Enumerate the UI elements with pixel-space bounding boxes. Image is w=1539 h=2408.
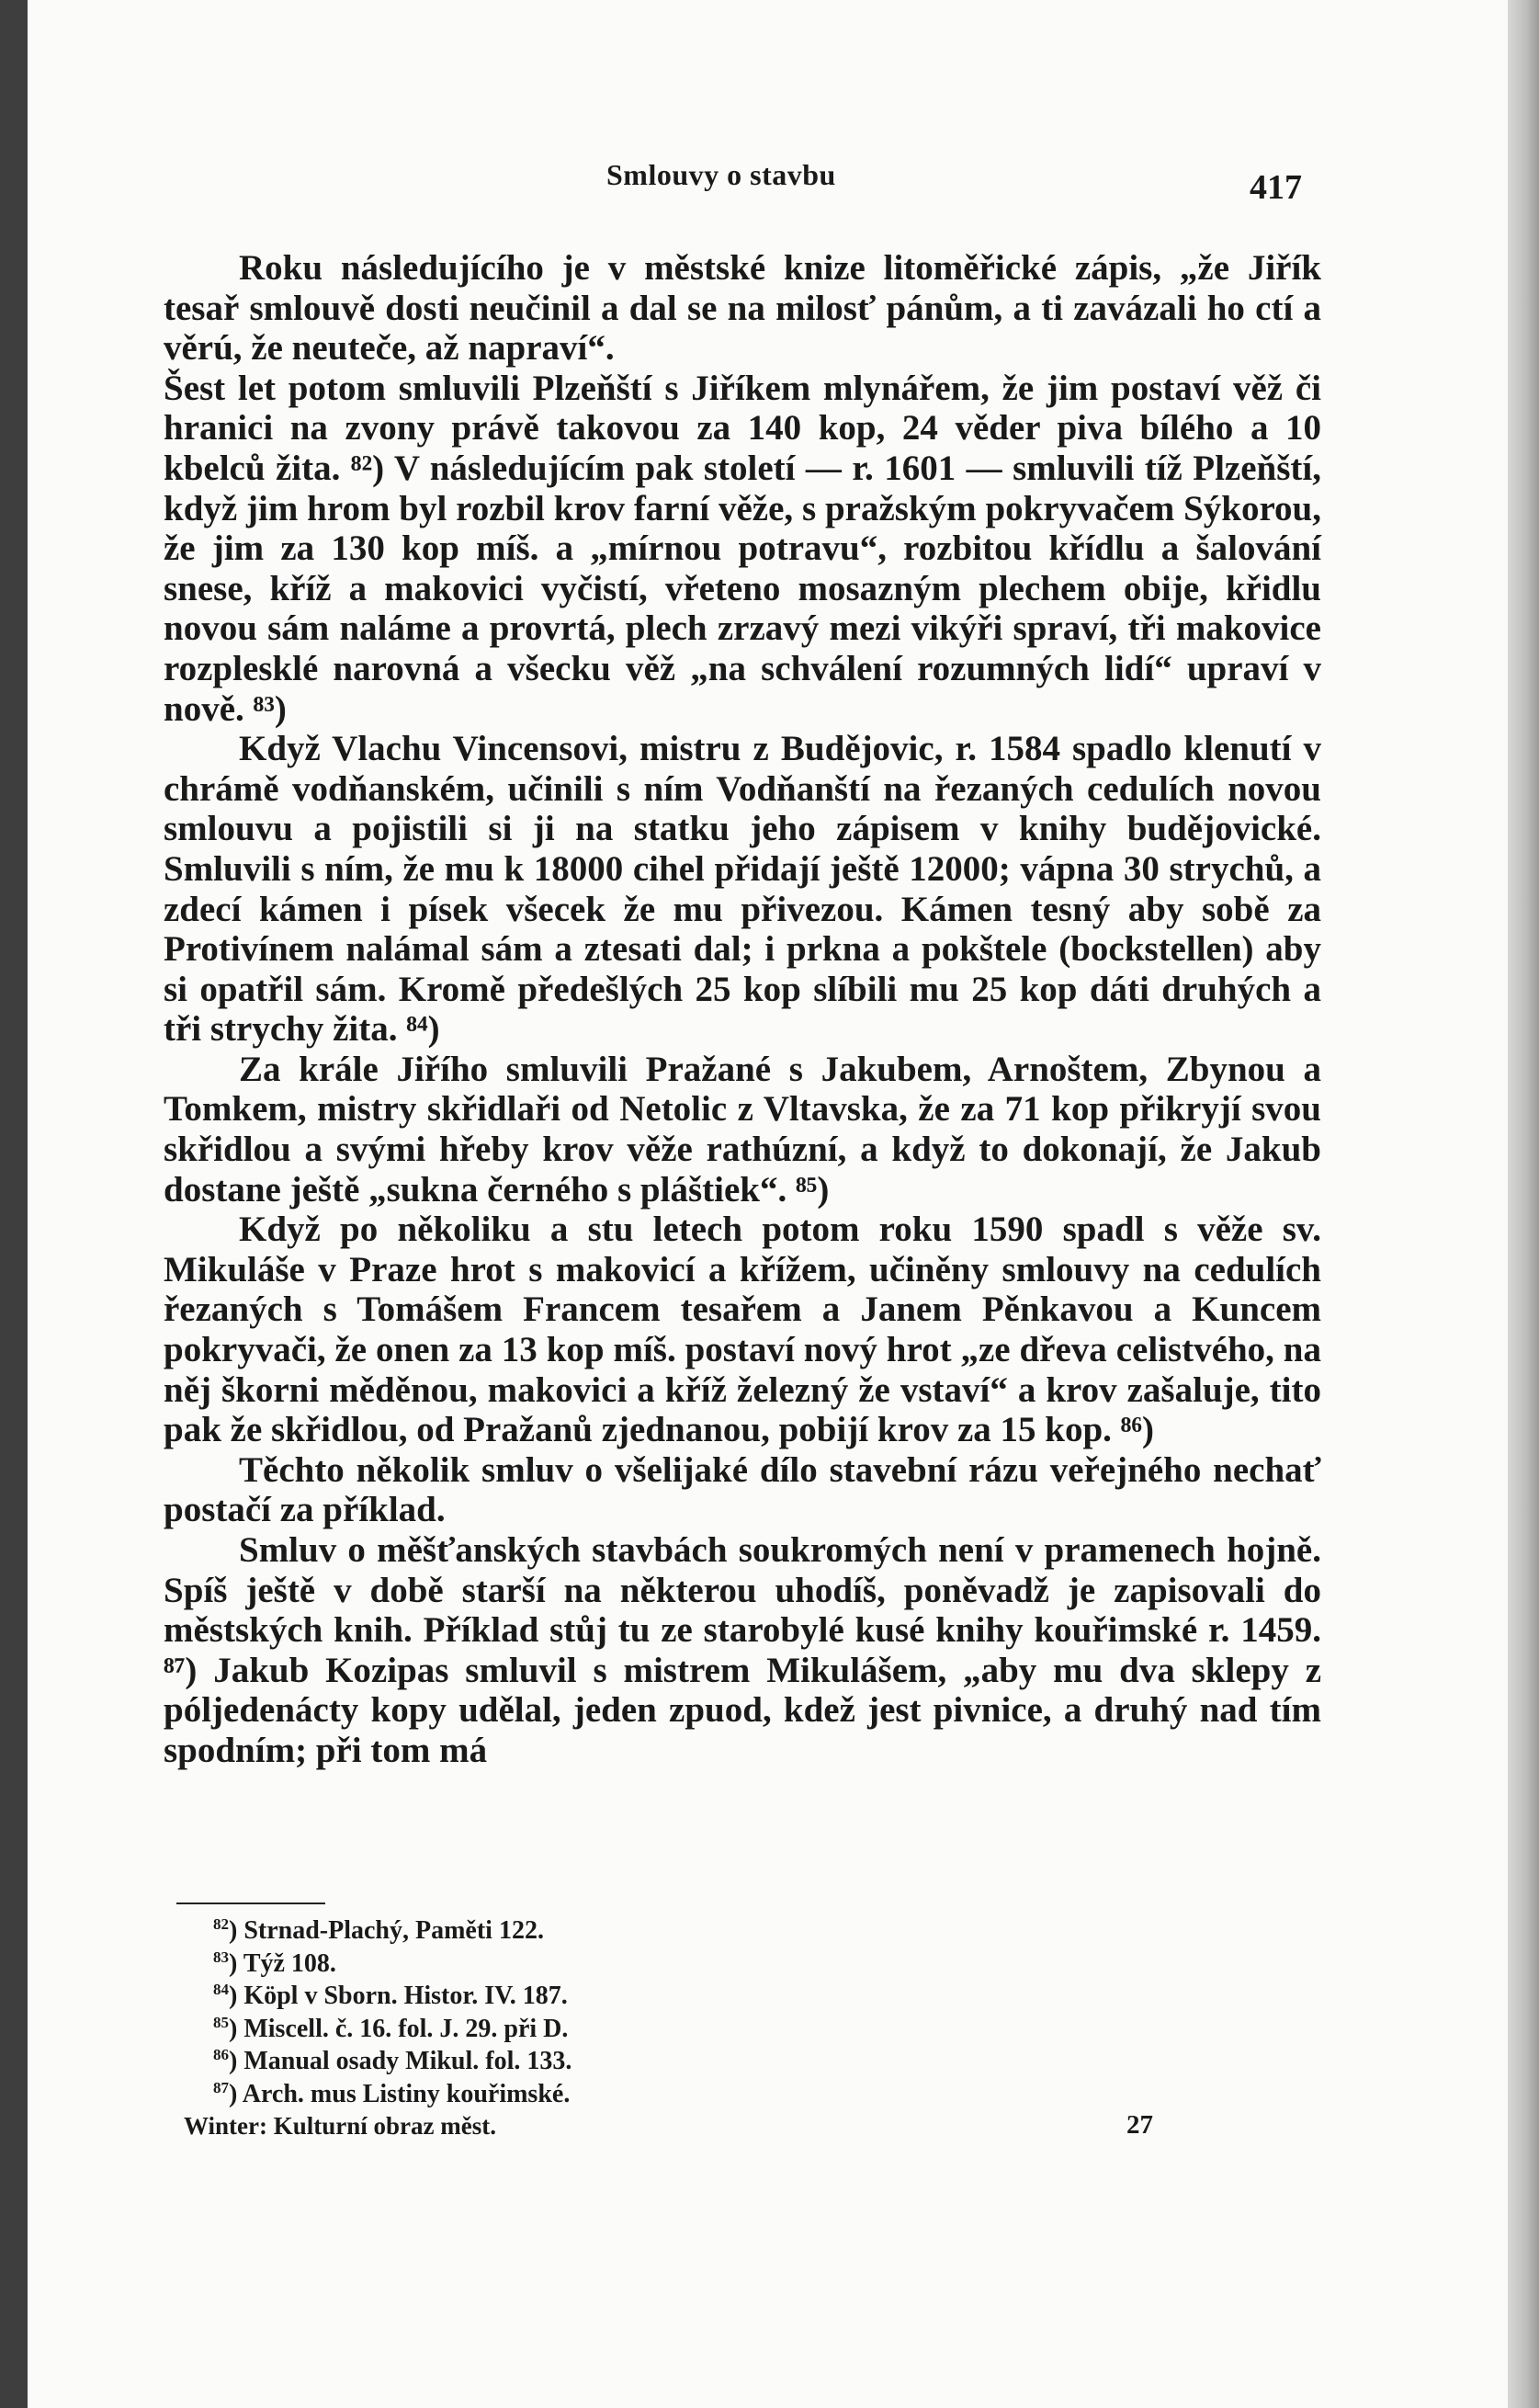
page-footer [28,2112,1508,2149]
footnote: $^{86}$) Manual osady Mikul. fol. 133. [213,2046,572,2076]
footnote: $^{84}$) Köpl v Sborn. Histor. IV. 187. [213,1981,568,2011]
paragraph: Roku následujícího je v městské knize litoměřické zápis, „že Jiřík tesař smlouvě dosti neučinil a dal se na milosť pánům, a ti zavázali ho ctí a věrú, že neuteče, až napraví“. [164,248,1321,369]
footnote-text: Strnad-Plachý, Paměti 122. [243,1916,544,1945]
paragraph: Smluv o měšťanských stavbách soukromých není v pramenech hojně. Spíš ještě v době starší na některou uhodíš, poněvadž je zapisovali do městských knih. Příklad stůj tu ze starobylé kusé knihy kouřimské r. 1459. ⁸⁷) Jakub Kozipas smluvil s mistrem Mikulášem, „aby mu dva sklepy z pólјedenácty kopy udělal, jeden zpuod, kdež jest pivnice, a druhý nad tím spodním; při tom má [164,1530,1321,1770]
footnote: $^{87}$) Arch. mus Listiny kouřimské. [213,2078,571,2108]
footnote-text: Miscell. č. 16. fol. J. 29. při D. [243,2014,569,2043]
paragraph: Za krále Jiřího smluvili Pražané s Jakubem, Arnoštem, Zbynou a Tomkem, mistry skřidlaři od Netolic z Vltavska, že za 71 kop přikryjí svou skřidlou a svými hřeby krov věže rathúzní, a když to dokonají, že Jakub dostane ještě „sukna černého s pláštiek“. ⁸⁵) [164,1049,1321,1210]
running-title: Smlouvy o stavbu [606,158,836,191]
footnote: $^{85}$) Miscell. č. 16. fol. J. 29. při D. [213,2013,569,2043]
running-header [28,158,1508,207]
footnotes [213,1912,948,2108]
footnote-text: Týž 108. [243,1948,336,1978]
footnote: $^{83}$) Týž 108. [213,1948,336,1978]
paragraph: Když Vlachu Vincensovi, mistru z Budějovic, r. 1584 spadlo klenutí v chrámě vodňanském, učinili s ním Vodňanští na řezaných cedulích novou smlouvu a pojistili si ji na statku jeho zápisem v knihy budějovické. Smluvili s ním, že mu k 18000 cihel přidají ještě 12000; vápna 30 strychů, a zdecí kámen i písek všecek že mu přivezou. Kámen tesný aby sobě za Protivínem nalámal sám a ztesati dal; i prkna a pokštele (bockstellen) aby si opatřil sám. Kromě předešlých 25 kop slíbili mu 25 kop dáti druhých a tři strychy žita. ⁸⁴) [164,729,1321,1050]
body-text [164,248,1321,1771]
footnote-mark: 84 [213,1981,229,1999]
footnote-mark: 87 [213,2078,229,2096]
page-number: 417 [1250,168,1302,207]
footnote-text: Köpl v Sborn. Histor. IV. 187. [243,1982,568,2011]
footnote-mark: 82 [213,1915,229,1933]
signature-line: Winter: Kulturní obraz měst. [184,2112,496,2140]
footnote-text: Manual osady Mikul. fol. 133. [243,2047,572,2076]
paragraph: Těchto několik smluv o všelijaké dílo stavební rázu veřejného nechať postačí za příklad. [164,1449,1321,1530]
footnote-rule [176,1903,325,1904]
footnote-text: Arch. mus Listiny kouřimské. [242,2079,571,2108]
paragraph: Šest let potom smluvili Plzeňští s Jiříkem mlynářem, že jim postaví věž či hranici na zvony právě takovou za 140 kop, 24 věder piva bílého a 10 kbelců žita. ⁸²) V následujícím pak století — r. 1601 — smluvili tíž Plzeňští, když jim hrom byl rozbil krov farní věže, s pražským pokryvačem Sýkorou, že jim za 130 kop míš. a „mírnou potravu“, rozbitou křídlu a šalování snese, kříž a makovici vyčistí, vřeteno mosazným plechem obije, křidlu novou sám naláme a provrtá, plech zrzavý mezi vikýři spraví, tři makovice rozplesklé narovná a všecku věž „na schválení rozumných lidí“ upraví v nově. ⁸³) [164,368,1321,729]
footnote-mark: 86 [213,2046,229,2064]
signature-number: 27 [1126,2110,1153,2140]
scan-left-edge [0,0,28,2408]
paragraph: Když po několiku a stu letech potom roku 1590 spadl s věže sv. Mikuláše v Praze hrot s makovicí a křížem, učiněny smlouvy na cedulích řezaných s Tomášem Francem tesařem a Janem Pěnkavou a Kuncem pokryvači, že onen za 13 kop míš. postaví nový hrot „ze dřeva celistvého, na něj škorni měděnou, makovici a kříž železný že vstaví“ a krov zašaluje, tito pak že skřidlou, od Pražanů zjednanou, pobijí krov za 15 kop. ⁸⁶) [164,1210,1321,1450]
scan-right-edge [1508,0,1539,2408]
footnote-mark: 83 [213,1948,229,1966]
footnote-mark: 85 [213,2013,229,2031]
book-page [28,0,1508,2408]
footnote: $^{82}$) Strnad-Plachý, Paměti 122. [213,1915,544,1945]
